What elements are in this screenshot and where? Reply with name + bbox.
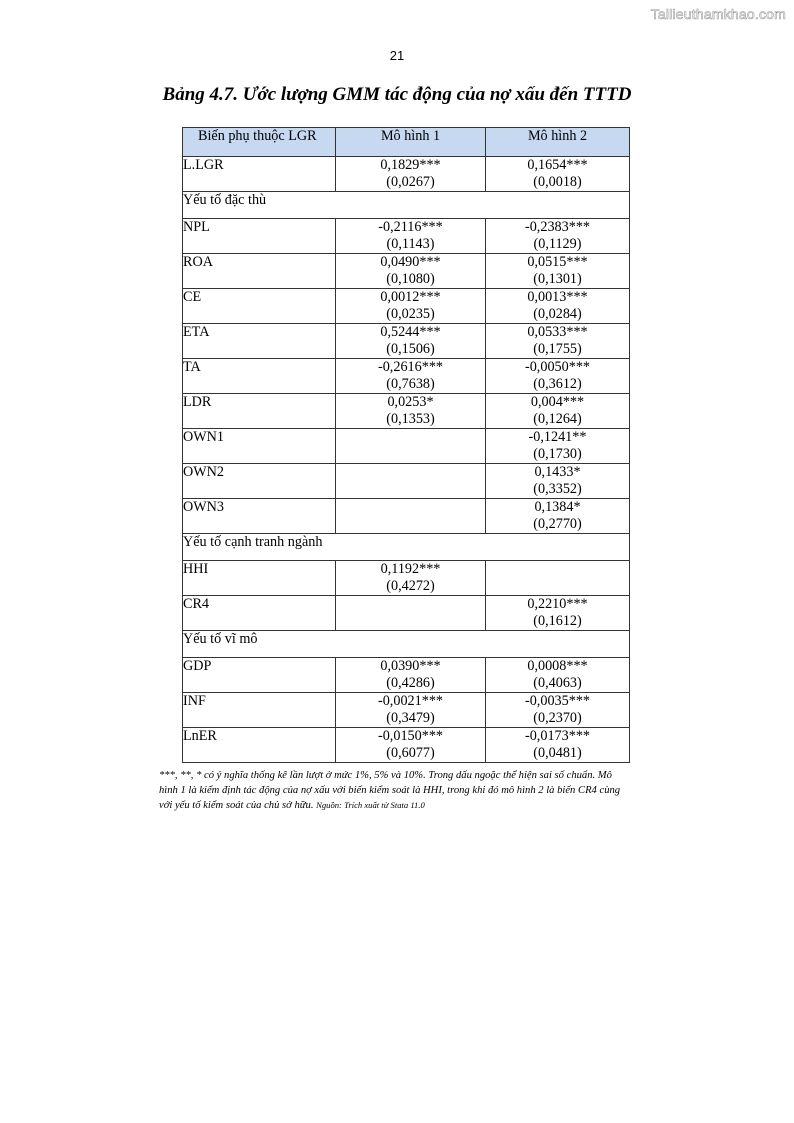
model-2-cell <box>486 429 630 464</box>
standard-error: (0,1612) <box>533 613 582 629</box>
standard-error: (0,2370) <box>533 710 582 726</box>
variable-name: TA <box>183 359 336 394</box>
standard-error: (0,3352) <box>533 481 582 497</box>
standard-error: (0,4286) <box>386 675 435 691</box>
model-2-cell <box>486 219 630 254</box>
header-model-1: Mô hình 1 <box>336 128 486 157</box>
model-2-cell <box>486 596 630 631</box>
standard-error: (0,1264) <box>533 411 582 427</box>
table-row <box>183 289 630 324</box>
variable-name: HHI <box>183 561 336 596</box>
standard-error: (0,0284) <box>533 306 582 322</box>
model-1-cell <box>336 254 486 289</box>
coefficient: 0,1192*** <box>380 561 441 577</box>
variable-name: OWN2 <box>183 464 336 499</box>
model-1-cell <box>336 429 486 464</box>
standard-error: (0,3479) <box>386 710 435 726</box>
coefficient: -0,0050*** <box>524 359 591 375</box>
model-2-cell <box>486 359 630 394</box>
table-row <box>183 658 630 693</box>
variable-name: CR4 <box>183 596 336 631</box>
model-1-cell <box>336 728 486 763</box>
model-1-cell <box>336 658 486 693</box>
table-header-row <box>183 128 630 157</box>
table-row <box>183 157 630 192</box>
table-row <box>183 464 630 499</box>
standard-error: (0,4063) <box>533 675 582 691</box>
note-source: Nguồn: Trích xuất từ Stata 11.0 <box>316 800 425 810</box>
standard-error: (0,1080) <box>386 271 435 287</box>
model-1-cell <box>336 324 486 359</box>
coefficient: 0,1384* <box>534 499 581 515</box>
variable-name: ROA <box>183 254 336 289</box>
header-model-2: Mô hình 2 <box>486 128 630 157</box>
coefficient: 0,2210*** <box>527 596 588 612</box>
model-1-cell <box>336 394 486 429</box>
coefficient: -0,1241** <box>528 429 587 445</box>
model-2-cell <box>486 658 630 693</box>
model-2-cell <box>486 394 630 429</box>
section-row <box>183 631 630 658</box>
standard-error: (0,0267) <box>386 174 435 190</box>
table-row <box>183 693 630 728</box>
table-title: Bảng 4.7. Ước lượng GMM tác động của nợ xấu đến TTTD <box>162 84 632 105</box>
model-1-cell <box>336 289 486 324</box>
coefficient: 0,1433* <box>534 464 581 480</box>
model-2-cell <box>486 157 630 192</box>
coefficient: 0,0008*** <box>527 658 588 674</box>
variable-name: ETA <box>183 324 336 359</box>
model-2-cell <box>486 561 630 596</box>
coefficient: 0,0012*** <box>380 289 441 305</box>
section-label: Yếu tố cạnh tranh ngành <box>183 534 630 561</box>
section-label: Yếu tố vĩ mô <box>183 631 630 658</box>
coefficient: 0,0533*** <box>527 324 588 340</box>
coefficient: 0,0253* <box>387 394 434 410</box>
model-1-cell <box>336 219 486 254</box>
model-2-cell <box>486 324 630 359</box>
table-row <box>183 596 630 631</box>
coefficient: 0,0390*** <box>380 658 441 674</box>
coefficient: 0,5244*** <box>380 324 441 340</box>
table-row <box>183 219 630 254</box>
model-2-cell <box>486 499 630 534</box>
variable-name: OWN1 <box>183 429 336 464</box>
table-row <box>183 728 630 763</box>
model-2-cell <box>486 693 630 728</box>
standard-error: (0,0235) <box>386 306 435 322</box>
section-row <box>183 534 630 561</box>
standard-error: (0,4272) <box>386 578 435 594</box>
section-row <box>183 192 630 219</box>
model-2-cell <box>486 464 630 499</box>
model-1-cell <box>336 596 486 631</box>
table-row <box>183 429 630 464</box>
coefficient: 0,004*** <box>530 394 585 410</box>
table-row <box>183 359 630 394</box>
coefficient: 0,0013*** <box>527 289 588 305</box>
page-number: 21 <box>389 48 405 63</box>
standard-error: (0,3612) <box>533 376 582 392</box>
header-dependent-variable: Biến phụ thuộc LGR <box>183 128 336 157</box>
model-1-cell <box>336 499 486 534</box>
standard-error: (0,1129) <box>533 236 582 252</box>
standard-error: (0,0481) <box>533 745 582 761</box>
standard-error: (0,0018) <box>533 174 582 190</box>
standard-error: (0,1506) <box>386 341 435 357</box>
model-1-cell <box>336 359 486 394</box>
section-label: Yếu tố đặc thù <box>183 192 630 219</box>
coefficient: -0,0035*** <box>524 693 591 709</box>
model-2-cell <box>486 289 630 324</box>
standard-error: (0,1143) <box>386 236 435 252</box>
watermark: Tailieuthamkhao.com <box>650 6 786 22</box>
coefficient: 0,1654*** <box>527 157 588 173</box>
coefficient: -0,2616*** <box>377 359 444 375</box>
model-1-cell <box>336 693 486 728</box>
standard-error: (0,1755) <box>533 341 582 357</box>
standard-error: (0,1301) <box>533 271 582 287</box>
table-row <box>183 324 630 359</box>
coefficient: -0,2116*** <box>378 219 443 235</box>
variable-name: LDR <box>183 394 336 429</box>
standard-error: (0,1353) <box>386 411 435 427</box>
table-body <box>183 157 630 763</box>
note-text: ***, **, * có ý nghĩa thống kê lần lượt ở mức 1%, 5% và 10%. Trong dấu ngoặc thể hiện sai số chuẩn. Mô hình 1 là kiểm định tác động của nợ xấu với biến kiểm soát là HHI, trong khi đó mô hình 2 là biến CR4 cùng với yếu tố kiểm soát của chủ sở hữu. <box>159 770 621 811</box>
coefficient: -0,0021*** <box>377 693 444 709</box>
variable-name: OWN3 <box>183 499 336 534</box>
coefficient: 0,0515*** <box>527 254 588 270</box>
variable-name: INF <box>183 693 336 728</box>
coefficient: -0,2383*** <box>524 219 591 235</box>
model-2-cell <box>486 728 630 763</box>
standard-error: (0,2770) <box>533 516 582 532</box>
coefficient: 0,1829*** <box>380 157 441 173</box>
table-row <box>183 254 630 289</box>
coefficient: 0,0490*** <box>380 254 441 270</box>
coefficient: -0,0173*** <box>524 728 591 744</box>
standard-error: (0,1730) <box>533 446 582 462</box>
table-row <box>183 499 630 534</box>
table-row <box>183 561 630 596</box>
coefficient: -0,0150*** <box>377 728 444 744</box>
model-1-cell <box>336 157 486 192</box>
table-note <box>159 768 625 813</box>
gmm-results-table <box>182 127 630 763</box>
standard-error: (0,7638) <box>386 376 435 392</box>
standard-error: (0,6077) <box>386 745 435 761</box>
table-row <box>183 394 630 429</box>
variable-name: NPL <box>183 219 336 254</box>
model-1-cell <box>336 561 486 596</box>
variable-name: L.LGR <box>183 157 336 192</box>
model-2-cell <box>486 254 630 289</box>
variable-name: CE <box>183 289 336 324</box>
variable-name: LnER <box>183 728 336 763</box>
model-1-cell <box>336 464 486 499</box>
variable-name: GDP <box>183 658 336 693</box>
